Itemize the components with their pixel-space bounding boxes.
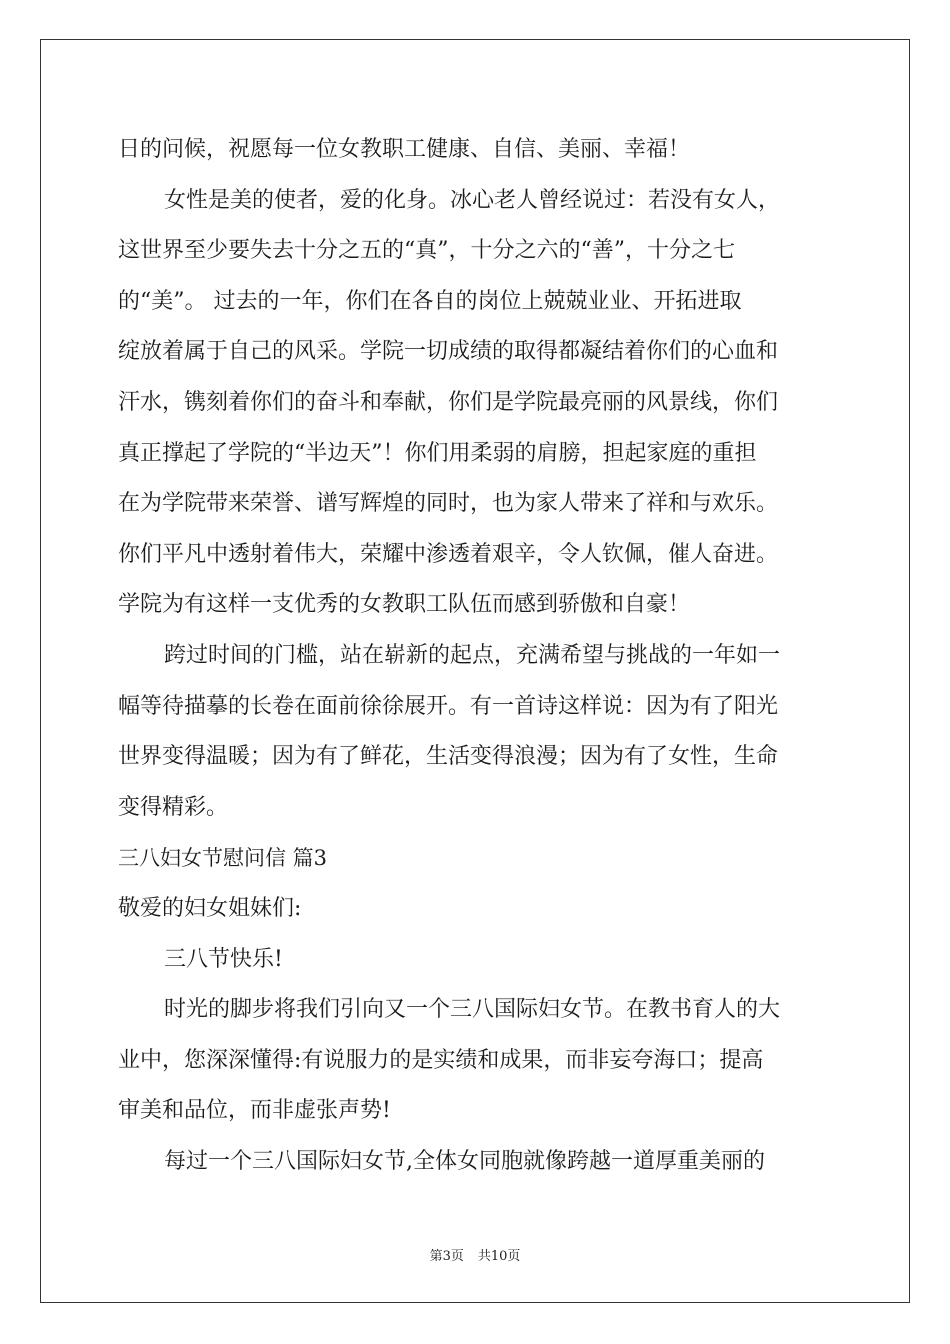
text-line: 业中，您深深懂得:有说服力的是实绩和成果，而非妄夸海口；提高 <box>118 1047 764 1073</box>
salutation: 敬爱的妇女姐妹们: <box>118 895 302 921</box>
text-line: 的“美”。 过去的一年，你们在各自的岗位上兢兢业业、开拓进取 <box>118 288 742 314</box>
greeting: 三八节快乐! <box>164 946 283 972</box>
text-line: 真正撑起了学院的“半边天”！你们用柔弱的肩膀，担起家庭的重担 <box>118 440 757 466</box>
page-footer <box>0 1245 950 1264</box>
page-number: 第3页 <box>429 1249 464 1264</box>
text-line: 你们平凡中透射着伟大，荣耀中渗透着艰辛，令人钦佩，催人奋进。 <box>118 541 779 567</box>
section-title: 三八妇女节慰问信 篇3 <box>118 846 328 871</box>
text-line: 女性是美的使者，爱的化身。冰心老人曾经说过：若没有女人， <box>164 187 781 213</box>
text-line: 学院为有这样一支优秀的女教职工队伍而感到骄傲和自豪！ <box>118 592 691 618</box>
text-line: 时光的脚步将我们引向又一个三八国际妇女节。在教书育人的大 <box>164 997 781 1023</box>
text-line: 跨过时间的门槛，站在崭新的起点，充满希望与挑战的一年如一 <box>164 642 781 668</box>
page-total: 共10页 <box>477 1249 521 1264</box>
text-line: 汗水，镌刻着你们的奋斗和奉献，你们是学院最亮丽的风景线，你们 <box>118 389 779 415</box>
text-line: 在为学院带来荣誉、谱写辉煌的同时，也为家人带来了祥和与欢乐。 <box>118 491 779 517</box>
text-line: 审美和品位，而非虚张声势! <box>118 1098 391 1124</box>
text-line: 每过一个三八国际妇女节,全体女同胞就像跨越一道厚重美丽的 <box>164 1148 765 1174</box>
text-line: 这世界至少要失去十分之五的“真”，十分之六的“善”，十分之七 <box>118 238 735 264</box>
document-body <box>118 125 838 1187</box>
text-line: 绽放着属于自己的风采。学院一切成绩的取得都凝结着你们的心血和 <box>118 339 779 365</box>
text-line: 世界变得温暖；因为有了鲜花，生活变得浪漫；因为有了女性，生命 <box>118 744 779 770</box>
text-line: 日的问候，祝愿每一位女教职工健康、自信、美丽、幸福！ <box>118 137 691 162</box>
text-line: 幅等待描摹的长卷在面前徐徐展开。有一首诗这样说：因为有了阳光 <box>118 693 779 719</box>
text-line: 变得精彩。 <box>118 794 229 820</box>
